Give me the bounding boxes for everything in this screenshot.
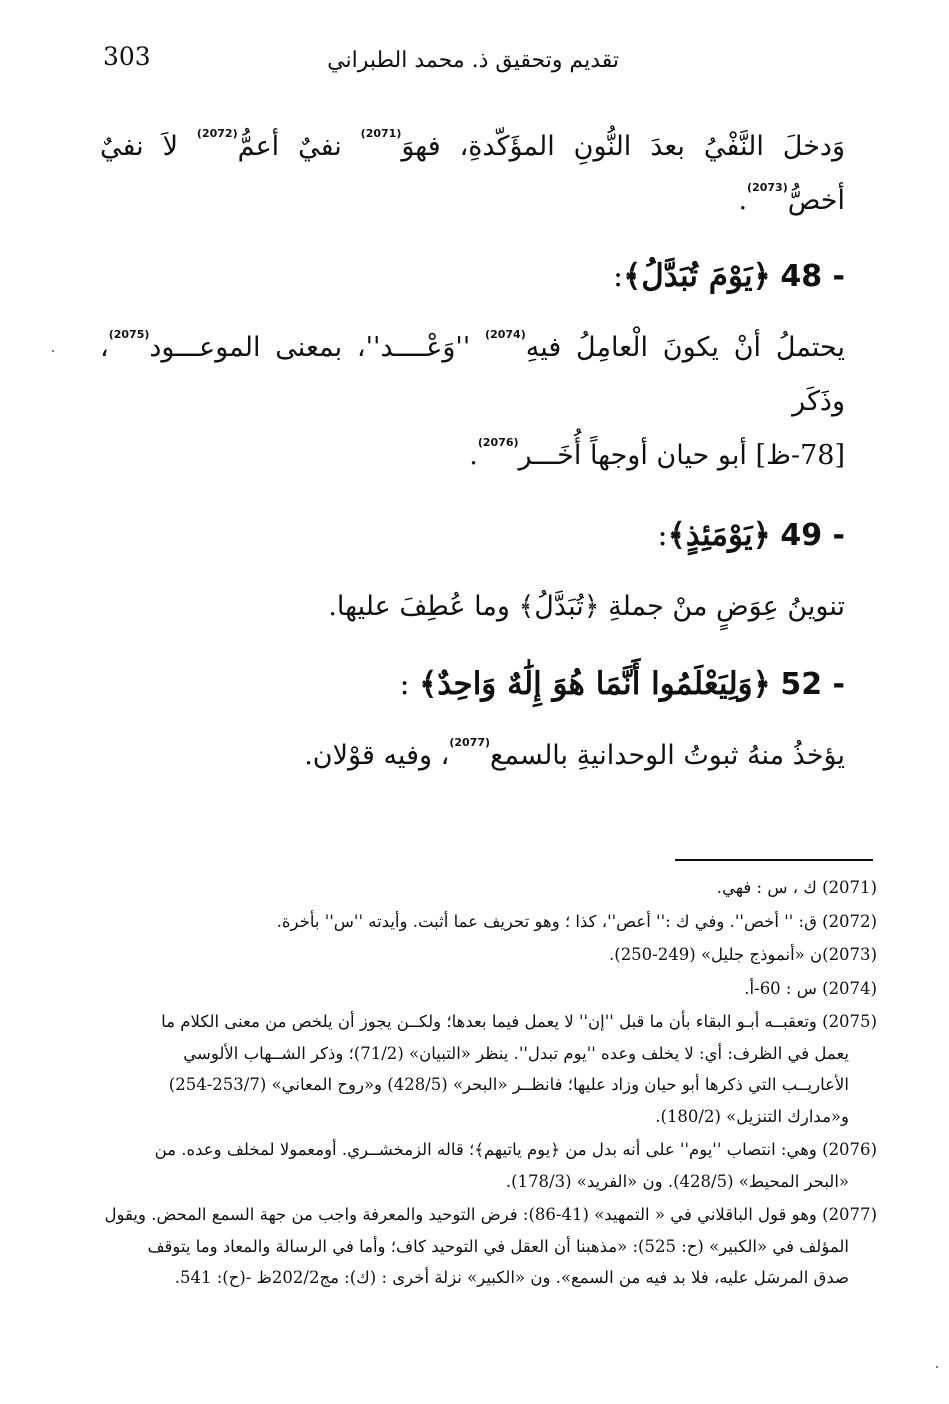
text-run: ، وذَكَر (100, 332, 845, 417)
section-heading-49 (100, 505, 845, 566)
colon: : (399, 667, 420, 702)
main-text (100, 120, 845, 783)
text-run: [78-ظ] أبو حيان أوجهاً أُخَـــر (518, 440, 845, 471)
footnote-line: يعمل في الظرف: أي: لا يخلف وعده ''يوم تبدل''. ينظر «التبيان» (71/2)؛ وذكر الشــهاب الألوسي (183, 1043, 849, 1063)
text-run: وَدخلَ النَّفْيُ بعدَ النُّونِ المؤَكّدةِ، فهوَ (401, 131, 845, 162)
footnote-ref-2071: (2071) (360, 127, 402, 140)
colon: : (612, 259, 624, 294)
footnote-line: و«مدارك التنزيل» (180/2). (655, 1106, 849, 1126)
footnote-2071 (104, 872, 877, 904)
line (100, 429, 845, 483)
quran-verse: ﴿يَوْمَئِذٍ﴾ (667, 517, 771, 553)
paragraph-4 (100, 729, 845, 783)
paragraph-2 (100, 321, 845, 483)
footnote-line: (2071) ك ، س : فهي. (716, 878, 877, 897)
footnote-line: (2073)ن «أنموذج جليل» (249-250). (609, 945, 877, 964)
text-run: . (738, 185, 748, 216)
section-number: 49 - (780, 518, 845, 553)
section-number: 48 - (780, 259, 845, 294)
line (100, 321, 845, 429)
footnote-2072 (104, 906, 877, 938)
footnote-line: (2076) وهي: انتصاب ''يوم'' على أنه بدل من ﴿يوم ياتيهم﴾؛ قاله الزمخشــري. أومعمولا لمخلف وعده. من (154, 1140, 877, 1159)
text-run: ، وفيه قوْلان. (304, 740, 450, 771)
footnote-ref-2073: (2073) (747, 181, 788, 194)
text-run: نفيٌ أعمُّ (237, 131, 361, 162)
footnote-2074 (104, 973, 877, 1005)
footnote-2073 (104, 939, 877, 971)
footnote-2077 (104, 1199, 877, 1294)
footnotes (104, 872, 877, 1296)
section-number: 52 - (780, 667, 845, 702)
footnote-line: (2072) ق: '' أخص''. وفي ك :'' أعص''، كذا ؛ وهو تحريف عما أثبت. وأيدته ''س'' بأخرة. (276, 911, 877, 931)
quran-verse: ﴿يَوْمَ تُبَدَّلُ﴾ (623, 258, 771, 294)
paragraph-1 (100, 120, 845, 228)
scan-speck (936, 1366, 938, 1368)
section-heading-52 (100, 654, 845, 715)
text-run: يحتملُ أنْ يكونَ الْعامِلُ فيهِ (525, 332, 845, 363)
text-run: . (469, 440, 478, 471)
footnote-line: (2075) وتعقبــه أبـو البقاء بأن ما قبل ''إن'' لا يعمل فيما بعدها؛ ولكــن يجوز أن يلخص من معنى الكلام ما (161, 1012, 877, 1031)
footnote-line: المؤلف في «الكبير» (ح: 525): «مذهبنا أن العقل في التوحيد كاف؛ وأما في الرسالة والمعاد وما يتوقف (147, 1236, 849, 1256)
footnote-line: (2077) وهو قول الباقلاني في « التمهيد» (41-86): فرض التوحيد والمعرفة واجب من جهة السمع المحض. ويقول (104, 1205, 877, 1224)
footnote-line: (2074) س : 60-أ. (744, 978, 877, 998)
text-run: لاَ نفيٌ أخصُّ (100, 131, 845, 216)
scan-speck (52, 350, 54, 352)
section-heading-48 (100, 246, 845, 307)
page-number: 303 (103, 42, 151, 71)
running-header: تقديم وتحقيق ذ. محمد الطبراني (327, 48, 619, 73)
colon: : (657, 518, 668, 553)
footnote-separator (675, 859, 873, 861)
footnote-ref-2074: (2074) (485, 328, 526, 341)
footnote-line: صدق المرسَل عليه، فلا بد فيه من السمع». ون «الكبير» نزلة أخرى : (ك): مج202/2ظ -(ح): 541. (174, 1268, 849, 1287)
text-run: يؤخذُ منهُ ثبوتُ الوحدانيةِ بالسمع (490, 740, 845, 771)
footnote-2075 (104, 1006, 877, 1132)
footnote-line: «البحر المحيط» (428/5). ون «الفريد» (178/3). (505, 1171, 849, 1191)
footnote-2076 (104, 1134, 877, 1197)
text-run: ''وَعْــــد''، بمعنى الموعـــود (149, 332, 486, 363)
quran-verse: ﴿وَلِيَعْلَمُوا أَنَّمَا هُوَ إِلَٰهٌ وَاحِدٌ﴾ (419, 666, 771, 702)
footnote-ref-2077: (2077) (449, 736, 491, 749)
footnote-line: الأعاريــب التي ذكرها أبو حيان وزاد عليها؛ فانظــر «البحر» (428/5) و«روح المعاني» (253/7-254) (168, 1075, 849, 1094)
footnote-ref-2075: (2075) (108, 328, 150, 341)
paragraph-3: تنوينُ عِوَضٍ منْ جملةِ ﴿تُبَدَّلُ﴾ وما عُطِفَ عليها. (328, 591, 845, 622)
footnote-ref-2076: (2076) (477, 436, 519, 449)
footnote-ref-2072: (2072) (196, 127, 238, 140)
